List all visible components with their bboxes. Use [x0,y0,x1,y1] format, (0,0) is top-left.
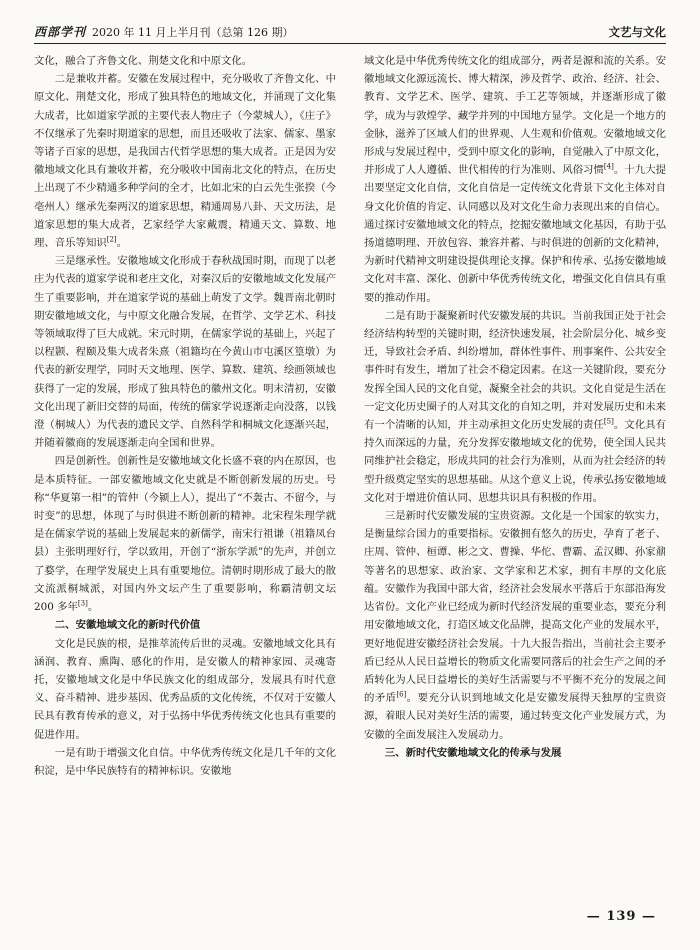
paragraph: 二是有助于凝聚新时代安徽发展的共识。当前我国正处于社会经济结构转型的关键时期，经济快速发展，社会阶层分化、城乡变迁，导致社会矛盾、纠纷增加，群体性事件、刑事案件、公共安全事件时有发生，增加了社会不稳定因素。在这一关键阶段，要充分发挥全国人民的文化自觉，凝聚全社会的共识。文化自觉是生活在一定文化历史圈子的人对其文化的自知之明，并对发展历史和未来有一个清晰的认知，并主动承担文化历史发展的责任[5]。文化具有持久而深远的力量，充分发挥安徽地域文化的优势，使全国人民共同维护社会稳定，形成共同的社会行为准则，从而为社会经济的转型升级奠定坚实的思想基础。从这个意义上说，传承弘扬安徽地域文化对于增进价值认同、思想共识具有积极的作用。 [364,309,666,504]
paragraph: 一是有助于增强文化自信。中华优秀传统文化是几千年的文化积淀，是中华民族特有的精神标识。安徽地 [34,746,336,777]
citation: [4] [603,162,614,171]
issue-info: 2020 年 11 月上半月刊（总第 126 期） [92,26,294,39]
journal-logo: 西部学刊 [34,25,87,39]
paragraph: 文化，融合了齐鲁文化、荆楚文化和中原文化。 [34,55,253,67]
citation: [3] [77,599,88,608]
section-heading: 二、安徽地域文化的新时代价值 [54,619,201,632]
paragraph: 域文化是中华优秀传统文化的组成部分，两者是源和流的关系。安徽地域文化源远流长、博大精深，涉及哲学、政治、经济、社会、教育、文学艺术、医学、建筑、手工艺等领域，并逐渐形成了徽学，成为与敦煌学、藏学并列的中国地方显学。文化是一个地方的金脉，滋养了区域人们的世界观、人生观和价值观。安徽地域文化形成与发展过程中，受到中原文化的影响，自觉融入了中原文化，并形成了人人遵循、世代相传的行为准则、风俗习惯[4]。十九大提出要坚定文化自信，文化自信是一定传统文化背景下文化主体对自身文化价值的肯定、认同感以及对文化生命力表现出来的自信心。通过探讨安徽地域文化的特点，挖掘安徽地域文化基因，有助于弘扬道德明理、开放包容、兼容并蓄、与时俱进的创新的文化精神，为新时代精神文明建设提供理论支撑。保护和传承、弘扬安徽地域文化对丰富、深化、创新中华优秀传统文化，增强文化自信具有重要的推动作用。 [364,55,666,304]
citation: [6] [396,690,407,699]
page-header [34,18,666,44]
paragraph: 四是创新性。创新性是安徽地域文化长盛不衰的内在原因，也是本质特征。一部安徽地域文化史就是不断创新发展的历史。号称“华夏第一相”的管仲（今颍上人），提出了“不轰古、不留今，与时变”的思想，体现了与时俱进不断创新的精神。北宋程朱理学就是在儒家学说的基础上发展起来的新儒学，南宋行祖谦（祖籍凤台县）主张明理好行，学以致用，开创了“浙东学派”的先声，并创立了婺学，在理学发展史上具有重要地位。清朝时期形成了最大的散文流派桐城派，对国内外文坛产生了重要影响，称霸清朝文坛 200 多年[3]。 [34,455,336,614]
paragraph: 文化是民族的根，是推萃流传后世的灵魂。安徽地域文化具有涵润、教育、熏陶、感化的作用，是安徽人的精神家园、灵魂寄托，安徽地域文化是中华民族文化的组成部分，发展具有时代意义、奋斗精神、进步基因、优秀品质的文化传统，不仅对于安徽人民具有教育传承的意义，对于弘扬中华优秀传统文化也具有重要的促进作用。 [34,637,336,741]
header-left [34,23,294,40]
paragraph: 二是兼收并蓄。安徽在发展过程中，充分吸收了齐鲁文化、中原文化、荆楚文化，形成了独具特色的地域文化，并涌现了文化集大成者，比如道家学派的主要代表人物庄子（今蒙城人），《庄子》不仅继承了先秦时期道家的思想，而且还吸收了法家、儒家、墨家等诸子百家的思想，是我国古代哲学思想的集大成者。正是因为安徽地域文化具有兼收并蓄，充分吸收中国南北文化的特点，在历史上出现了不少精通多种学问的全才，比如北宋的白云先生张揆（今亳州人）继承先秦两汉的道家思想，精通周易八卦、天文历法，是道家思想的集大成者，艺家经学大家戴震，精通天文、算数、地理、音乐等知识[2]。 [34,73,336,250]
citation: [5] [603,417,614,426]
section-name: 文艺与文化 [608,25,666,39]
paragraph: 三是新时代安徽发展的宝贵资源。文化是一个国家的软实力，是衡量综合国力的重要指标。安徽拥有悠久的历史，孕育了老子、庄周、管仲、桓谭、彬之文、曹操、华佗、曹霸、孟汉卿、孙家鼐等著名的思想家、政治家、文学家和艺术家，拥有丰厚的文化底蕴。安徽作为我国中部大省，经济社会发展水平落后于东部沿海发达省份。文化产业已经成为新时代经济发展的重要业态，要充分利用安徽地域文化，打造区域文化品牌，提高文化产业的发展水平，更好地促进安徽经济社会发展。十九大报告指出，当前社会主要矛盾已经从人民日益增长的物质文化需要同落后的社会生产之间的矛盾转化为人民日益增长的美好生活需要与不平衡不充分的发展之间的矛盾[6]。要充分认识到地域文化是安徽发展得天独厚的宝贵资源，着眼人民对美好生活的需要，通过转变文化产业发展方式，为安徽的全面发展注入发展动力。 [364,510,666,741]
citation: [2] [106,235,117,244]
left-column [34,52,336,902]
section-heading: 三、新时代安徽地域文化的传承与发展 [384,746,562,759]
paragraph: 三是继承性。安徽地域文化形成于春秋战国时期，而现了以老庄为代表的道家学说和老庄文化，对秦汉后的安徽地域文化发展产生了重要影响，并在道家学说的基础上萌发了文学。魏晋南北朝时期安徽地域文化，与中原文化融合发展，在哲学、文学艺术、科技等领域取得了巨大成就。宋元时期，在儒家学说的基础上，兴起了以程颢、程颐及集大成者朱熹（祖籍均在今黄山市屯溪区篁墩）为代表的新安理学，同时天文地理、医学、算数、建筑、绘画领域也获得了一定的发展，形成了独具特色的徽州文化。明末清初，安徽文化出现了新旧交替的局面，传统的儒家学说逐渐走向没落，以钱澄（桐城人）为代表的遗民文学、自然科学和桐城文化逐渐兴起，并随着徽商的发展逐渐走向全国和世界。 [34,255,336,450]
right-column [364,52,666,902]
page-number: — 139 — [586,909,656,924]
